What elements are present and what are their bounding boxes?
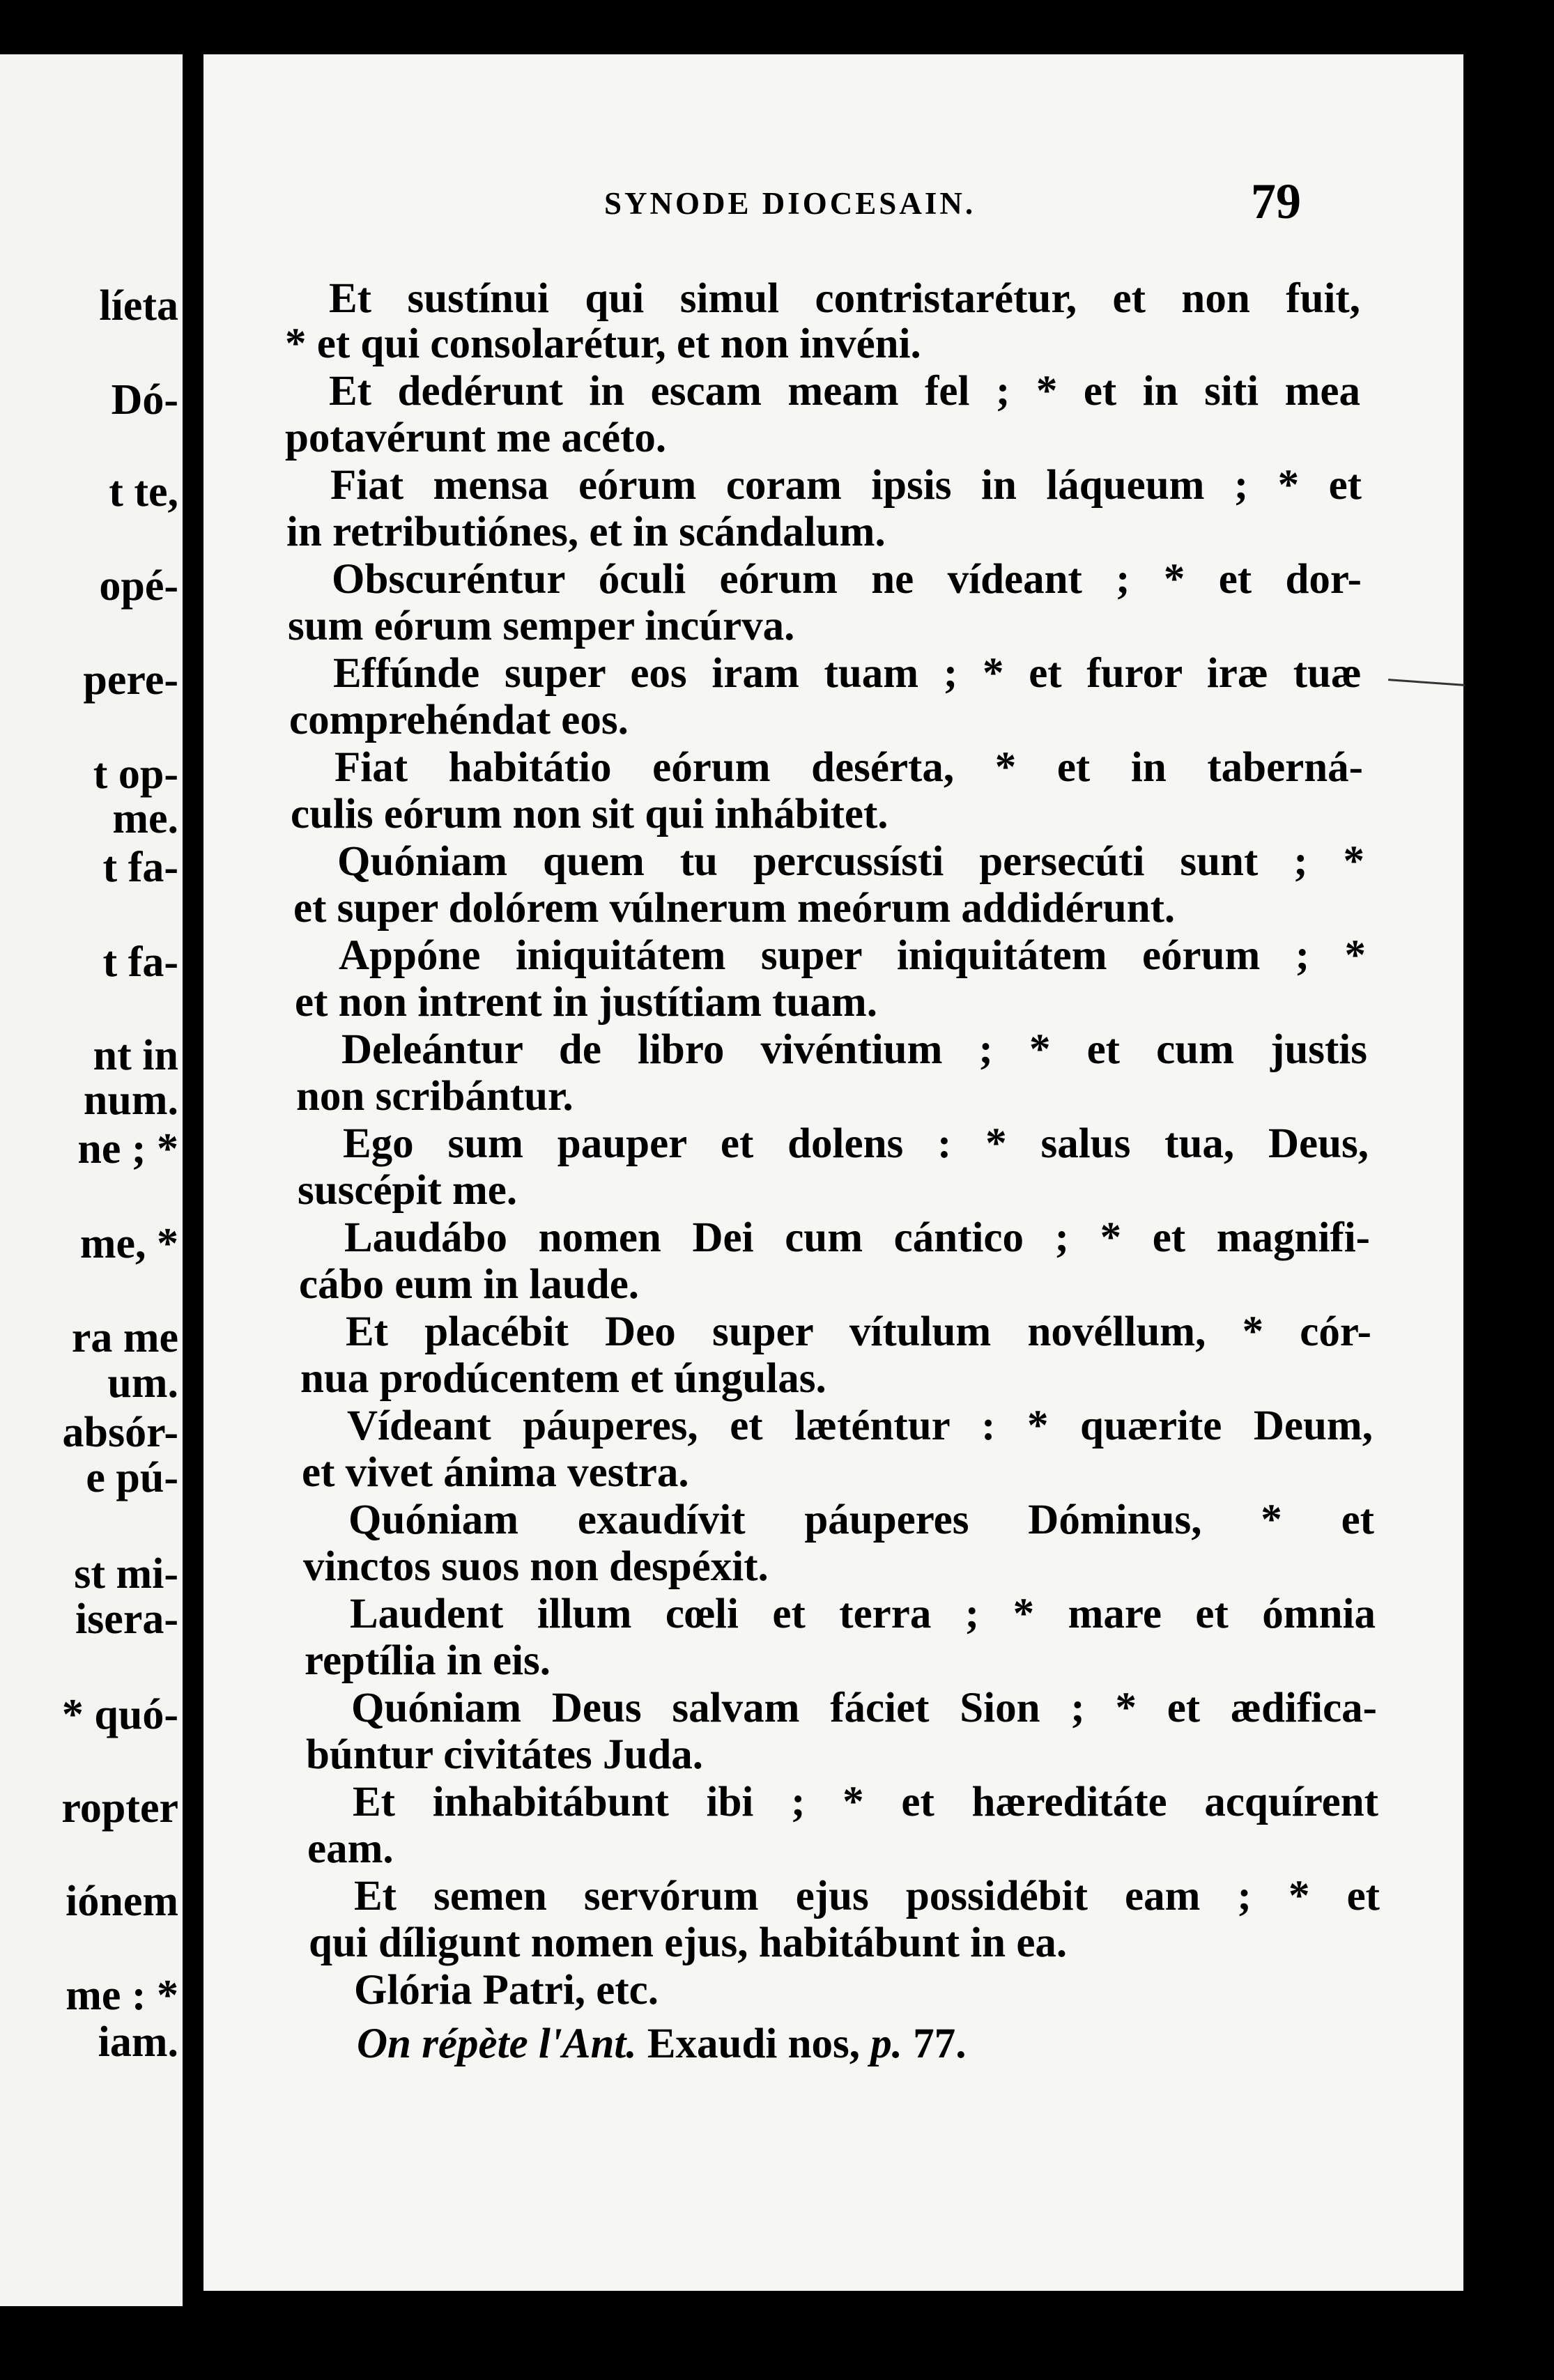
left-line: iam. <box>98 2018 178 2066</box>
closing-rubric <box>357 2020 967 2067</box>
antiphon-incipit: Exaudi nos, <box>636 2020 871 2067</box>
left-line: absór- <box>62 1409 178 1456</box>
text-line: Vídeant páuperes, et læténtur : * quærite Deum, <box>347 1402 1373 1449</box>
edge-mark <box>1388 679 1465 686</box>
left-line: t te, <box>109 468 178 516</box>
text-line: potavérunt me acéto. <box>285 415 667 461</box>
left-line: e pú- <box>86 1454 178 1501</box>
text-line: non scribántur. <box>296 1073 574 1120</box>
left-line: st mi- <box>74 1550 178 1598</box>
text-line: Laudábo nomen Dei cum cántico ; * et magnifi- <box>344 1214 1370 1261</box>
text-line: culis eórum non sit qui inhábitet. <box>291 791 888 837</box>
left-line: nt in <box>93 1032 178 1079</box>
page-ref-label: p. <box>870 2020 902 2067</box>
text-line: Ego sum pauper et dolens : * salus tua, Deus, <box>343 1120 1369 1167</box>
left-line: iónem <box>66 1878 178 1925</box>
text-line: et vivet ánima vestra. <box>302 1449 689 1496</box>
left-line: t fa- <box>102 938 178 986</box>
text-line: et non intrent in justítiam tuam. <box>295 979 877 1026</box>
text-line: reptília in eis. <box>305 1637 551 1684</box>
left-line: t fa- <box>102 844 178 891</box>
left-line: líeta <box>99 282 178 330</box>
left-line: me. <box>112 795 178 842</box>
left-line: Dó- <box>111 376 178 424</box>
text-line: Et placébit Deo super vítulum novéllum, * cór- <box>346 1308 1371 1355</box>
left-line: opé- <box>99 562 178 610</box>
left-line: t op- <box>93 750 178 798</box>
page-number: 79 <box>1251 173 1301 229</box>
text-line: qui díligunt nomen ejus, habitábunt in ea. <box>309 1919 1068 1966</box>
text-line: Laudent illum cœli et terra ; * mare et ómnia <box>350 1591 1376 1637</box>
left-line: um. <box>107 1359 178 1407</box>
text-line: Quóniam Deus salvam fáciet Sion ; * et ædifica- <box>351 1685 1377 1731</box>
text-line: cábo eum in laude. <box>299 1261 640 1308</box>
text-line: Deleántur de libro vivéntium ; * et cum justis <box>341 1026 1367 1073</box>
text-line: sum eórum semper incúrva. <box>288 603 795 649</box>
text-line: vinctos suos non despéxit. <box>303 1543 769 1590</box>
left-line: ne ; * <box>77 1125 178 1173</box>
text-line: in retributiónes, et in scándalum. <box>286 509 886 555</box>
text-line: * et qui consolarétur, et non invéni. <box>285 320 921 367</box>
text-line: comprehéndat eos. <box>289 697 629 743</box>
left-line: isera- <box>75 1595 178 1643</box>
text-line: et super dolórem vúlnerum meórum addidérunt. <box>293 885 1176 932</box>
text-line: Effúnde super eos iram tuam ; * et furor iræ tuæ <box>333 650 1362 697</box>
left-line: me, * <box>79 1220 178 1267</box>
text-line: Quóniam quem tu percussísti persecúti sunt ; * <box>337 838 1364 885</box>
text-line: Obscuréntur óculi eórum ne vídeant ; * et dor- <box>332 556 1362 603</box>
page-ref-number: 77. <box>902 2020 967 2067</box>
left-line: pere- <box>83 656 178 704</box>
text-line: Fiat mensa eórum coram ipsis in láqueum ; * et <box>330 462 1362 509</box>
rubric-italic: On répète l'Ant. <box>357 2020 637 2067</box>
left-page <box>0 54 183 2306</box>
text-line: nua prodúcentem et úngulas. <box>300 1355 826 1402</box>
text-line: Et dedérunt in escam meam fel ; * et in siti mea <box>329 368 1360 415</box>
left-line: * quó- <box>61 1691 178 1738</box>
text-line: Et inhabitábunt ibi ; * et hæreditáte acquírent <box>353 1779 1378 1825</box>
text-line: Quóniam exaudívit páuperes Dóminus, * et <box>348 1497 1374 1543</box>
text-line: búntur civitátes Juda. <box>306 1731 703 1778</box>
text-line: suscépit me. <box>298 1167 518 1214</box>
text-line: Et semen servórum ejus possidébit eam ; * et <box>354 1873 1380 1919</box>
text-line: Appóne iniquitátem super iniquitátem eórum ; * <box>339 932 1366 979</box>
text-line: Glória Patri, etc. <box>354 1967 659 2014</box>
text-line: Et sustínui qui simul contristarétur, et non fuit, <box>329 275 1360 322</box>
left-line: ra me <box>71 1314 178 1361</box>
text-line: Fiat habitátio eórum desérta, * et in taberná- <box>334 744 1363 791</box>
left-line: num. <box>83 1076 178 1124</box>
left-line: ropter <box>61 1784 178 1832</box>
right-page <box>203 54 1463 2291</box>
running-head: SYNODE DIOCESAIN. <box>604 186 976 221</box>
text-line: eam. <box>307 1825 394 1872</box>
book-gutter <box>183 54 203 2306</box>
left-line: me : * <box>66 1972 178 2019</box>
